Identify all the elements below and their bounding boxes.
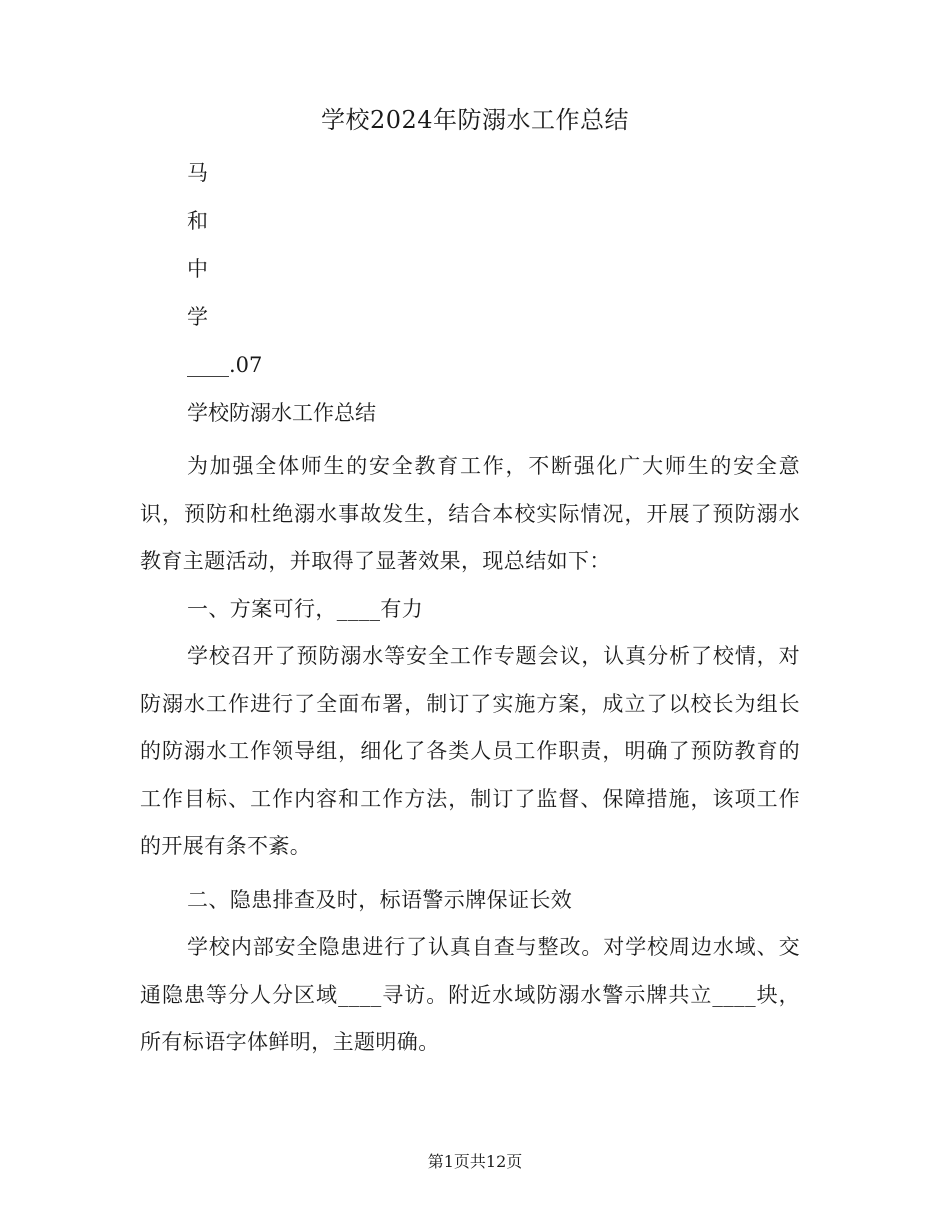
section-2-paragraph: 学校内部安全隐患进行了认真自查与整改。对学校周边水域、交通隐患等分人分区域____寻访。附近水域防溺水警示牌共立____块，所有标语字体鲜明，主题明确。 xyxy=(140,935,800,1054)
author-char-1: 马 xyxy=(187,161,208,185)
author-char-3: 中 xyxy=(187,257,208,281)
date-line: ____.07 xyxy=(187,353,263,377)
intro-paragraph: 为加强全体师生的安全教育工作，不断强化广大师生的安全意识，预防和杜绝溺水事故发生，结合本校实际情况，开展了预防溺水教育主题活动，并取得了显著效果，现总结如下： xyxy=(140,454,800,573)
page-number: 第1页共12页 xyxy=(427,1152,523,1171)
author-char-4: 学 xyxy=(187,305,208,329)
section-1-paragraph: 学校召开了预防溺水等安全工作专题会议，认真分析了校情，对防溺水工作进行了全面布署，制订了实施方案，成立了以校长为组长的防溺水工作领导组，细化了各类人员工作职责，明确了预防教育的工作目标、工作内容和工作方法，制订了监督、保障措施，该项工作的开展有条不紊。 xyxy=(140,644,800,858)
section-heading-1: 一、方案可行，____有力 xyxy=(187,596,424,621)
document-body xyxy=(140,155,800,1067)
document-subtitle: 学校防溺水工作总结 xyxy=(187,401,376,425)
document-title: 学校2024年防溺水工作总结 xyxy=(320,106,630,134)
section-heading-2: 二、隐患排查及时，标语警示牌保证长效 xyxy=(187,887,573,912)
author-char-2: 和 xyxy=(187,209,208,233)
